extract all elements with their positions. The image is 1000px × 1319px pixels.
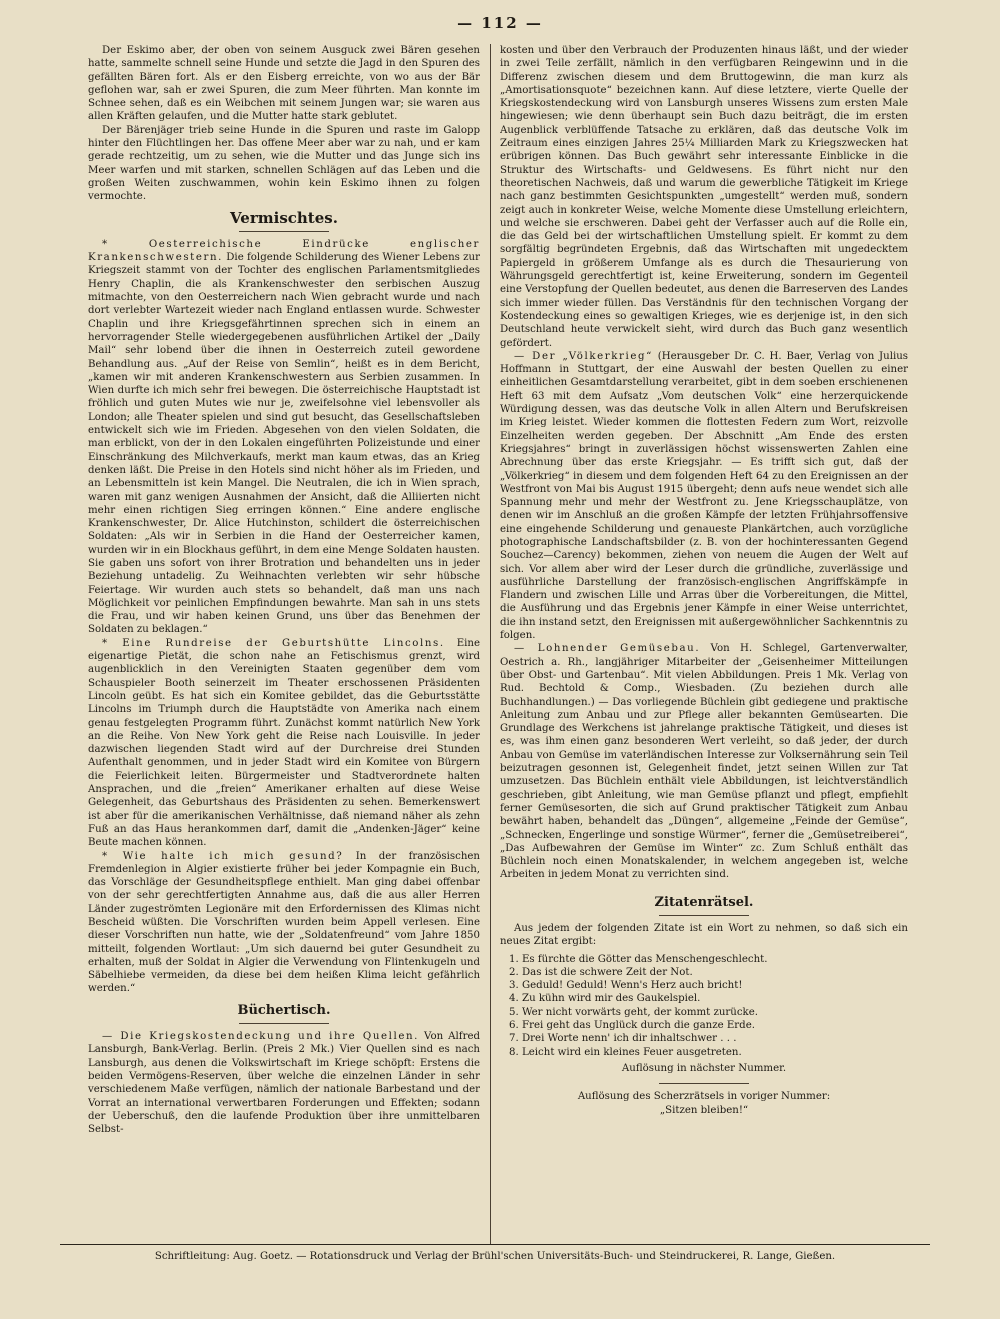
riddle-item: 7. Drei Worte nenn' ich dir inhaltschwer . . .	[522, 1032, 908, 1045]
right-column	[500, 44, 908, 1239]
review-paragraph	[500, 350, 908, 643]
left-column	[88, 44, 480, 1239]
riddle-solution-note: Auflösung in nächster Nummer.	[621, 1062, 787, 1074]
article-paragraph	[88, 238, 480, 637]
article-paragraph	[88, 637, 480, 850]
heading-divider	[239, 231, 329, 232]
imprint-footer: Schriftleitung: Aug. Goetz. — Rotationsdruck und Verlag der Brühl'schen Universitäts-Buch- und Steindruckerei, R. Lange, Gießen.	[154, 1251, 836, 1262]
review-text: Von H. Schlegel, Gartenverwalter, Oestrich a. Rh., langjähriger Mitarbeiter der „Geisenheimer Mitteilungen über Obst- und Gartenbau“. Mit vielen Abbildungen. Preis 1 Mk. Verlag von Rud. Bechtold & Comp., Wiesbaden. (Zu beziehen durch alle Buchhandlungen.) — Das vorliegende Büchlein gibt gediegene und praktische Anleitung zum Anbau und zur Pflege aller bekannten Gemüsearten. Die Grundlage des Werkchens ist jahrelange praktische Tätigkeit, und dieses ist es, was ihm einen ganz besonderen Wert verleiht, so daß jeder, der durch Anbau von Gemüse im vaterländischen Interesse zur Volksernährung sein Teil beizutragen gesonnen ist, Gelegenheit findet, jetzt seinen Willen zur Tat umzusetzen. Das Büchlein enthält viele Abbildungen, ist leichtverständlich geschrieben, gibt Anleitung, wie man Gemüse pflanzt und pflegt, empfiehlt ferner Gemüsesorten, die sich auf Grund praktischer Tätigkeit zum Anbau bewährt haben, behandelt das „Düngen“, allgemeine „Feinde der Gemüse“, „Schnecken, Engerlinge und sonstige Würmer“, ferner die „Gemüsetreiberei“, „Das Aufbewahren der Gemüse im Winter“ zc. Zum Schluß enthält das Büchlein noch einen Monatskalender, in welchem angegeben ist, welche Arbeiten in jedem Monat zu verrichten sind.	[500, 643, 908, 881]
heading-divider	[239, 1023, 329, 1024]
review-continuation: kosten und über den Verbrauch der Produzenten hinaus läßt, und der wieder in zwei Teile zerfällt, nämlich in den verfügbaren Reingewinn und in die Differenz zwischen diesem und dem Bruttogewinn, die man kurz als „Amortisationsquote“ bezeichnen kann. Auf diese letztere, vierte Quelle der Kriegskostendeckung wird von Lansburgh unseres Wissens zum ersten Male hingewiesen; wie denn überhaupt sein Buch dazu beiträgt, die im ersten Augenblick verblüffende Tatsache zu erklären, daß das deutsche Volk im Zeitraum eines einzigen Jahres 25¼ Milliarden Mark zu Kriegszwecken hat erübrigen können. Das Buch gewährt sehr interessante Einblicke in die Struktur des Wirtschafts- und Geldwesens. Es führt nicht nur den theoretischen Nachweis, daß und warum die gewerbliche Tätigkeit im Kriege nach ganz bestimmten Gesichtspunkten „umgestellt“ werden muß, sondern zeigt auch in konkreter Weise, welche Momente diese Umstellung erleichtern, und welche sie erschweren. Dabei geht der Verfasser auch auf die Rolle ein, die das Geld bei der wirtschaftlichen Umstellung spielt. Er kommt zu dem sorgfältig begründeten Ergebnis, daß das Wirtschaften mit ungedecktem Papiergeld in größerem Umfange als es durch die Thesaurierung von Währungsgeld gerechtfertigt ist, keine Erweiterung, sondern im Gegenteil eine Verstopfung der Quellen bedeutet, aus denen die Barreserven des Landes sich immer wieder füllen. Das Verständnis für den technischen Vorgang der Kostendeckung eines so gewaltigen Krieges, wie es derjenige ist, in den sich Deutschland heute verwickelt sieht, wird durch das Buch ganz wesentlich gefördert.	[500, 45, 908, 349]
review-text: (Herausgeber Dr. C. H. Baer, Verlag von Julius Hoffmann in Stuttgart, der eine Auswahl der besten Quellen zu einer einheitlichen Gesamtdarstellung verarbeitet, gibt in dem soeben erschienenen Heft 63 mit dem Aufsatz „Vom deutschen Volk“ eine herzerquickende Würdigung dessen, was das deutsche Volk in allen Altern und Berufskreisen im Krieg leistet. Wieder kommen die flottesten Federn zum Wort, reizvolle Einzelheiten werden gegeben. Der Abschnitt „Am Ende des ersten Kriegsjahres“ bringt in zuverlässigen höchst wissenswerten Zahlen eine Abrechnung über das erste Kriegsjahr. — Es trifft sich gut, daß der „Völkerkrieg“ in diesem und dem folgenden Heft 64 zu den Ereignissen an der Westfront von Mai bis August 1915 übergeht; denn aufs neue wendet sich alle Spannung mehr und mehr der Westfront zu. Jene Kriegsschauplätze, von denen wir im Anschluß an die großen Kämpfe der letzten Frühjahrsoffensive eine eingehende Schilderung und genaueste Plankärtchen, auch vorzügliche photographische Landschaftsbilder (z. B. von der hochinteressanten Gegend Souchez—Carency) bekommen, ziehen von neuem die Augen der Welt auf sich. Vor allem aber wird der Leser durch die gründliche, zuverlässige und ausführliche Darstellung der französisch-englischen Angriffskämpfe in Flandern und zwischen Lille und Arras über die Vorbereitungen, die Mittel, die Ausführung und das Ergebnis jener Kämpfe in einer Weise unterrichtet, die ihn instand setzt, den Ereignissen mit außergewöhnlicher Sachkenntnis zu folgen.	[500, 350, 908, 642]
review-paragraph	[500, 642, 908, 881]
story-paragraph: Der Eskimo aber, der oben von seinem Ausguck zwei Bären gesehen hatte, sammelte schnell seine Hunde und setzte die Jagd in den Spuren des gefällten Bären fort. Als er den Eisberg erreichte, von wo aus der Bär geflohen war, sah er zwei Spuren, die zum Meer führten. Man konnte im Schnee sehen, daß es ein Weibchen mit seinem Jungen war; sie waren aus allen Kräften gelaufen, und die Mutter hatte stark geblutet.	[88, 45, 480, 123]
previous-solution-label: Auflösung des Scherzrätsels in voriger Nummer:	[577, 1091, 831, 1103]
story-paragraph: Der Bärenjäger trieb seine Hunde in die Spuren und raste im Galopp hinter den Flüchtlingen her. Das offene Meer aber war zu nah, und er kam gerade rechtzeitig, um zu sehen, wie die Mutter und das Junge sich ins Meer warfen und mit starken, schnellen Schlägen auf das Leben und die großen Weiten zuschwammen, wohin kein Eskimo ihnen zu folgen vermochte.	[88, 124, 480, 203]
article-text: In der französischen Fremdenlegion in Algier existierte früher bei jeder Kompagnie ein Buch, das Vorschläge der Gesundheitspflege enthielt. Man ging dabei offenbar von der sehr gerechtfertigten Annahme aus, daß die aus aller Herren Länder zugeströmten Legionäre mit den Erfordernissen des Klimas nicht Bescheid wüßten. Die Vorschriften wurden beim Appell verlesen. Eine dieser Vorschriften nun hatte, wie der „Soldatenfreund“ vom Jahre 1850 mitteilt, folgenden Wortlaut: „Um sich dauernd bei guter Gesundheit zu erhalten, muß der Soldat in Algier die Verwendung von Flintenkugeln und Säbelhiebe vermeiden, da diese bei dem heißen Klima leicht gefährlich werden.“	[88, 850, 480, 995]
riddle-item: 1. Es fürchte die Götter das Menschengeschlecht.	[522, 953, 908, 966]
review-text: Von Alfred Lansburgh, Bank-Verlag. Berlin. (Preis 2 Mk.) Vier Quellen sind es nach Lansburgh, aus denen die Volkswirtschaft im Kriege schöpft: Erstens die beiden Vermögens-Reserven, über welche die einzelnen Länder in sehr verschiedenem Maße verfügen, nämlich der nationale Barbestand und der Vorrat an international verwertbaren Forderungen und Effekten; sodann der Ueberschuß, den die laufende Produktion über ihre unmittelbaren Selbst-	[88, 1031, 480, 1136]
page-number: — 112 —	[457, 14, 543, 32]
heading-divider	[659, 915, 749, 916]
article-text: Die folgende Schilderung des Wiener Lebens zur Kriegszeit stammt von der Tochter des englischen Parlamentsmitgliedes Henry Chaplin, die als Krankenschwester den serbischen Auszug mitmachte, von den Oesterreichern nach Wien gebracht wurde und nach dort verlebter Wartezeit wieder nach England entlassen wurde. Schwester Chaplin und ihre Kriegsgefährtinnen sprechen sich in einem an hervorragender Stelle wiedergegebenen ausführlichen Artikel der „Daily Mail“ sehr lobend über die ihnen in Oesterreich zuteil gewordene Behandlung aus. „Auf der Reise von Semlin“, heißt es in dem Bericht, „kamen wir mit anderen Krankenschwestern aus Serbien zusammen. In Wien durfte ich mich sehr frei bewegen. Die österreichische Hauptstadt ist fröhlich und guten Mutes wie nur je, zweifelsohne viel lebensvoller als London; alle Theater spielen und sind gut besucht, das Gesellschaftsleben entwickelt sich wie im Frieden. Abgesehen von den vielen Soldaten, die man erblickt, von der in den Lokalen eingeführten Polizeistunde und einer Einschränkung des Milchverkaufs, merkt man kaum etwas, das an Krieg denken läßt. Die Preise in den Hotels sind nicht höher als im Frieden, und an Lebensmitteln ist kein Mangel. Die Neutralen, die ich in Wien sprach, waren mit ganz wenigen Ausnahmen der Ansicht, daß die Alliierten nicht mehr einen richtigen Sieg erringen können.“ Eine andere englische Krankenschwester, Dr. Alice Hutchinston, schildert die österreichischen Soldaten: „Als wir in Serbien in die Hand der Oesterreicher kamen, wurden wir in ein Blockhaus geführt, in dem eine Menge Soldaten hausten. Sie gaben uns sofort von ihrer Brotration und behandelten uns in jeder Beziehung untadelig. Zu Weihnachten verlebten wir sehr hübsche Feiertage. Wir wurden auch stets so behandelt, daß man uns nach Möglichkeit vor peinlichen Empfindungen bewahrte. Man sah in uns stets die Frau, und wir haben keinen Grund, uns über das Benehmen der Soldaten zu beklagen.“	[88, 252, 480, 636]
review-lead: — Die Kriegskostendeckung und ihre Quellen.	[102, 1031, 420, 1043]
column-divider	[490, 44, 491, 1244]
section-heading-buechertisch: Büchertisch.	[237, 1002, 331, 1018]
riddle-intro: Aus jedem der folgenden Zitate ist ein Wort zu nehmen, so daß sich ein neues Zitat ergibt:	[500, 923, 908, 948]
review-lead: — Lohnender Gemüsebau.	[514, 643, 701, 655]
riddle-item: 8. Leicht wird ein kleines Feuer ausgetreten.	[522, 1046, 908, 1059]
riddle-item: 6. Frei geht das Unglück durch die ganze Erde.	[522, 1019, 908, 1032]
section-heading-vermischtes: Vermischtes.	[230, 208, 338, 227]
previous-solution-text: „Sitzen bleiben!“	[659, 1104, 749, 1116]
review-lead: — Der „Völkerkrieg“	[514, 350, 653, 362]
riddle-item: 2. Das ist die schwere Zeit der Not.	[522, 966, 908, 979]
article-lead: * Eine Rundreise der Geburtshütte Lincolns.	[102, 637, 445, 649]
riddle-list	[522, 953, 908, 1059]
article-lead: * Oesterreichische Eindrücke englischer Krankenschwestern.	[88, 238, 480, 264]
article-text: Eine eigenartige Pietät, die schon nahe an Fetischismus grenzt, wird augenblicklich in den Vereinigten Staaten gegenüber dem vom Schauspieler Booth seinerzeit im Theater erschossenen Präsidenten Lincoln geübt. Es hat sich ein Komitee gebildet, das die Geburtsstätte Lincolns im Triumph durch die Hauptstädte von Amerika nach einem genau festgelegten Programm führt. Zunächst kommt natürlich New York an die Reihe. Von New York geht die Reise nach Louisville. In jeder dazwischen liegenden Stadt wird auf der Durchreise drei Stunden Aufenthalt genommen, und in jeder Stadt wird ein Komitee von Bürgern die Feierlichkeit leiten. Bürgermeister und Stadtverordnete halten Ansprachen, und die „freien“ Amerikaner erhalten auf diese Weise Gelegenheit, das Geburtshaus des Präsidenten zu sehen. Bemerkenswert ist aber für die amerikanischen Verhältnisse, daß niemand näher als zehn Fuß an das Haus herankommen darf, damit die „Andenken-Jäger“ keine Beute machen können.	[88, 637, 480, 849]
review-paragraph	[88, 1030, 480, 1136]
article-paragraph	[88, 850, 480, 996]
riddle-item: 5. Wer nicht vorwärts geht, der kommt zurücke.	[522, 1006, 908, 1019]
section-heading-zitatenraetsel: Zitatenrätsel.	[654, 894, 754, 910]
riddle-item: 3. Geduld! Geduld! Wenn's Herz auch bricht!	[522, 979, 908, 992]
riddle-item: 4. Zu kühn wird mir des Gaukelspiel.	[522, 992, 908, 1005]
article-lead: * Wie halte ich mich gesund?	[102, 850, 344, 862]
heading-divider	[659, 1083, 749, 1084]
footer-divider	[60, 1244, 930, 1245]
